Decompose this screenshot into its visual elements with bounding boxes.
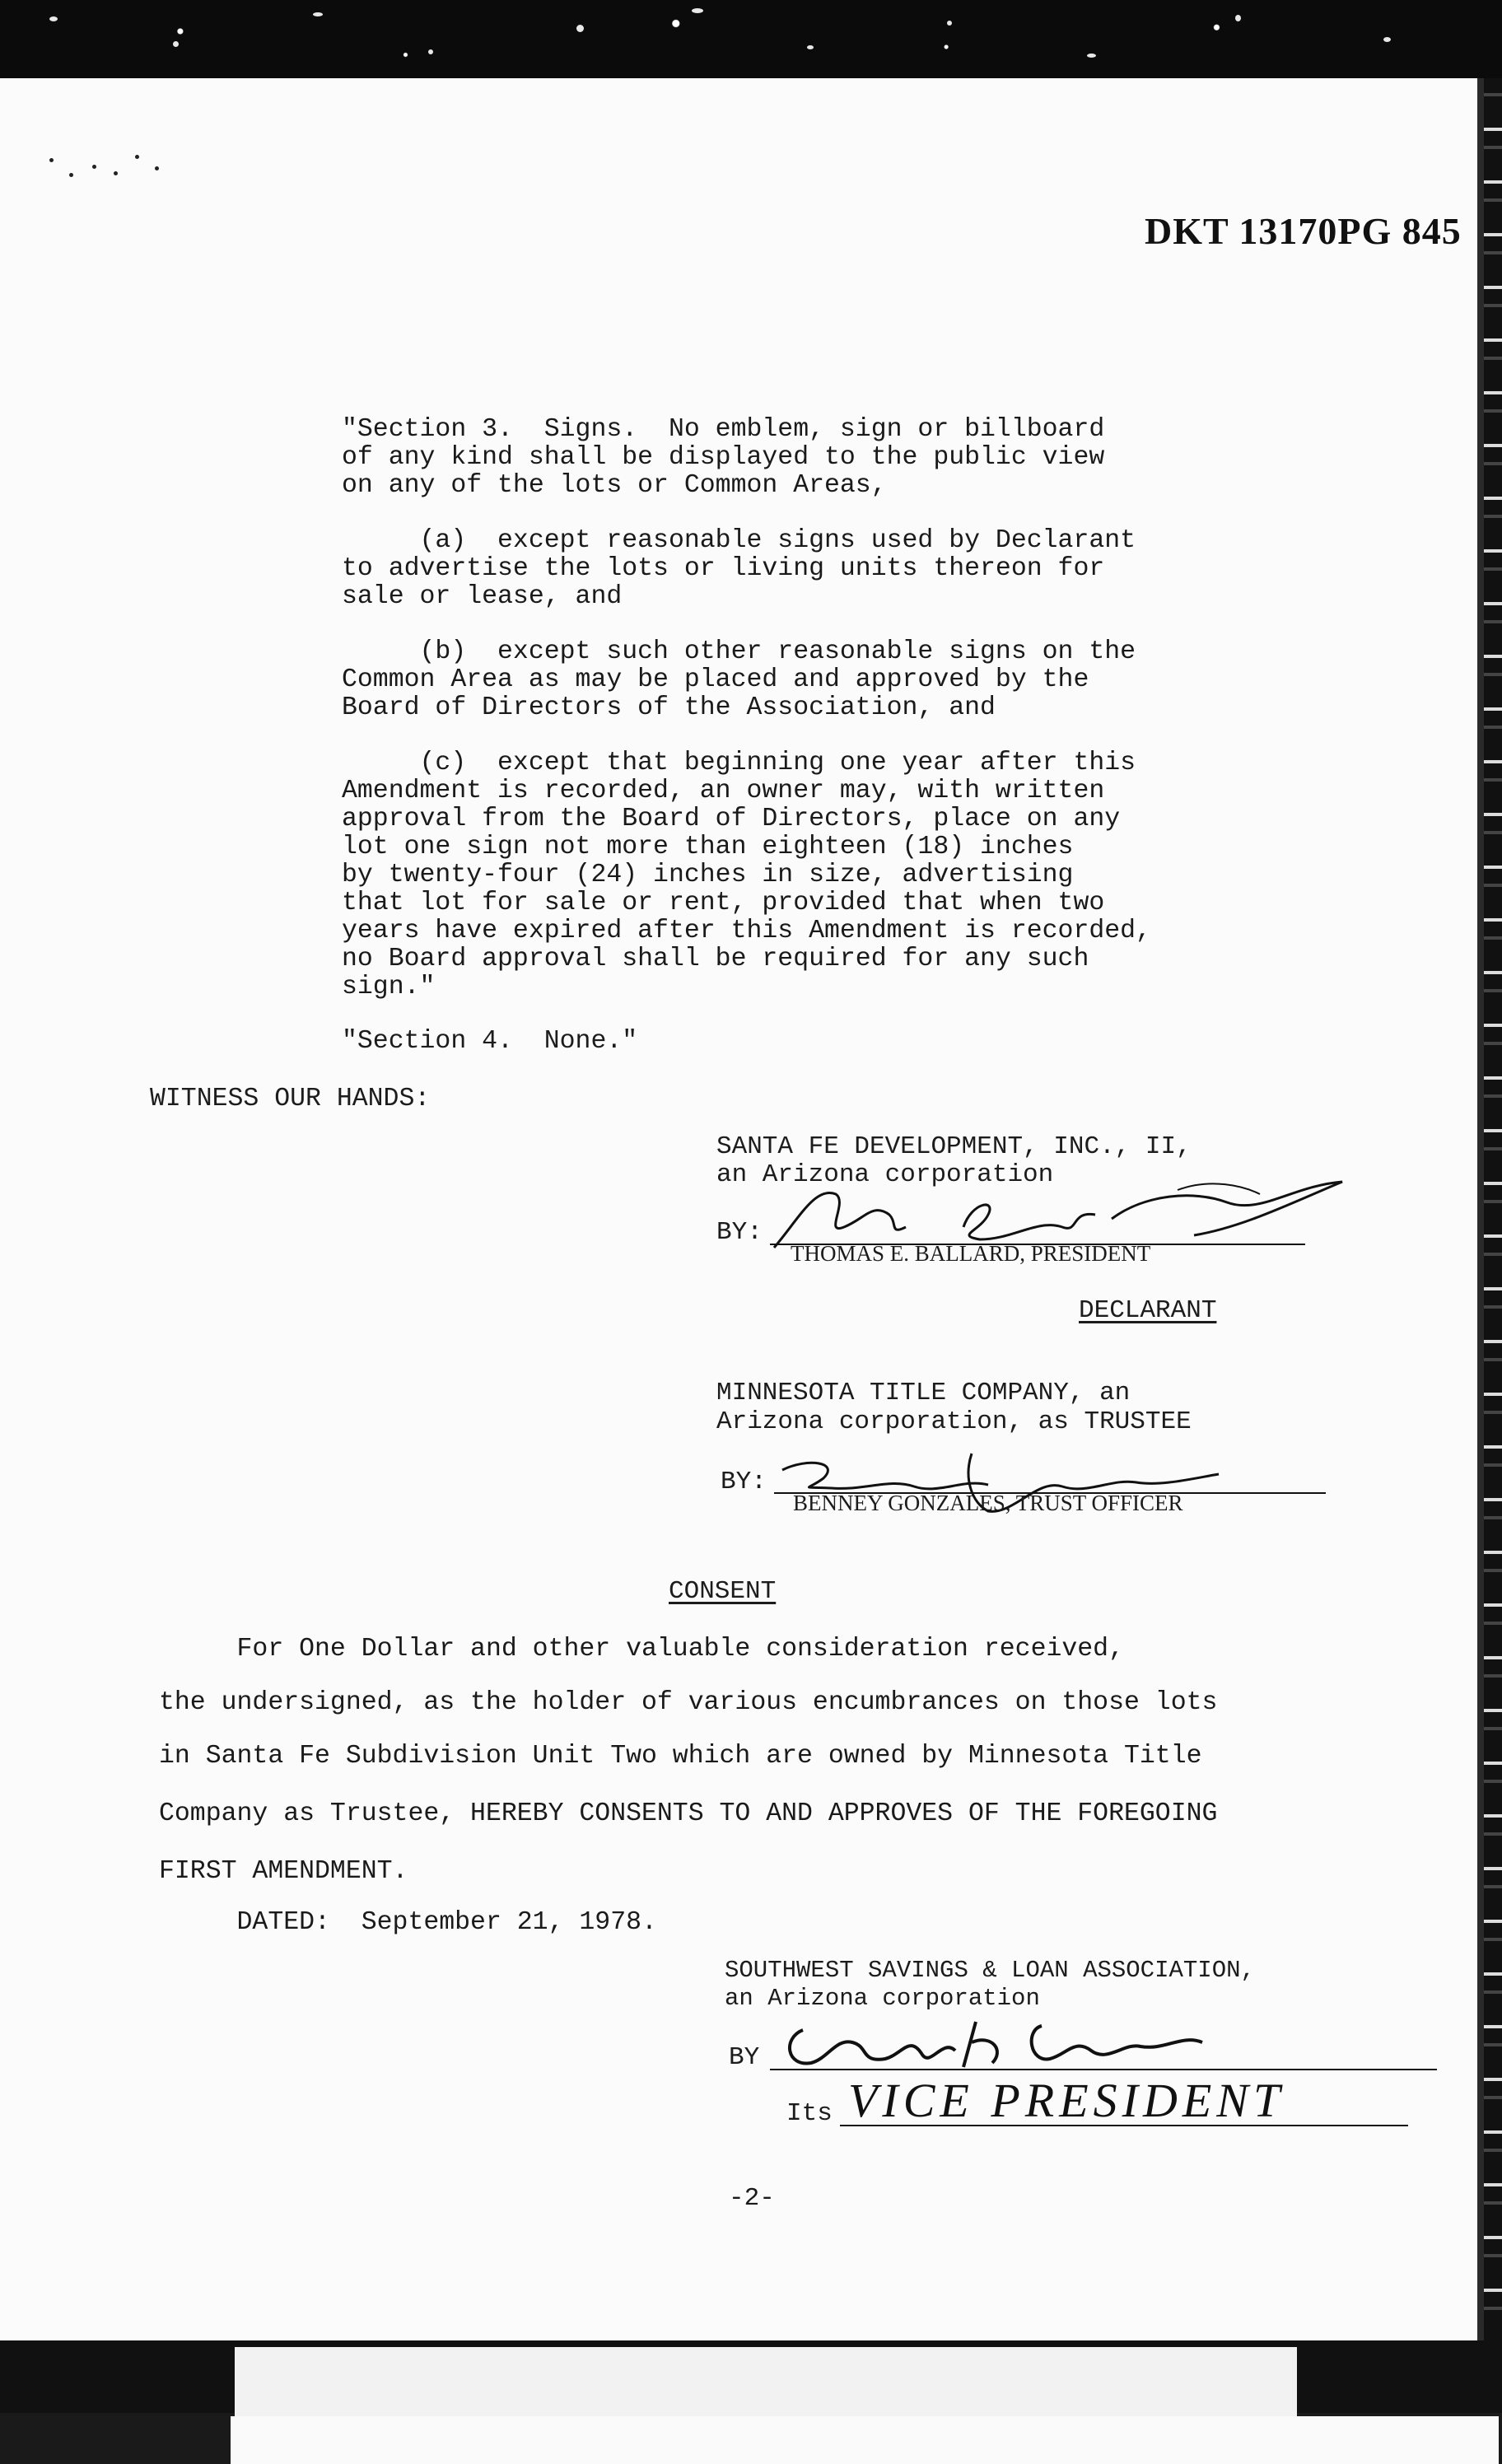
trustee-by-label: BY: <box>721 1468 767 1496</box>
consent-line: FIRST AMENDMENT. <box>159 1857 408 1886</box>
text-line: (a) except reasonable signs used by Declarant <box>342 526 1136 555</box>
lender-its-label: Its <box>786 2099 833 2128</box>
scan-noise-bottom <box>0 2340 1502 2464</box>
text-line: of any kind shall be displayed to the public view <box>342 443 1105 472</box>
text-line: (b) except such other reasonable signs on the <box>342 637 1136 666</box>
lender-company: SOUTHWEST SAVINGS & LOAN ASSOCIATION, <box>725 1957 1255 1984</box>
scan-edge-shadow <box>1477 78 1484 2340</box>
docket-reference: DKT 13170PG 845 <box>1145 210 1462 252</box>
declarant-by-label: BY: <box>716 1218 763 1247</box>
consent-dated: DATED: September 21, 1978. <box>159 1908 657 1937</box>
section-3-item-a <box>342 527 1136 611</box>
text-line: sign." <box>342 973 436 1001</box>
text-line: Amendment is recorded, an owner may, with written <box>342 777 1105 805</box>
text-line: Board of Directors of the Association, and <box>342 693 996 722</box>
text-line: "Section 3. Signs. No emblem, sign or billboard <box>342 415 1105 444</box>
section-3-intro <box>342 416 1104 500</box>
scan-noise-top <box>0 0 1502 78</box>
page-number: -2- <box>729 2184 775 2213</box>
section-3-item-c <box>342 749 1151 1001</box>
declarant-signer: THOMAS E. BALLARD, PRESIDENT <box>791 1241 1151 1266</box>
lender-handwritten-title: VICE PRESIDENT <box>848 2074 1285 2127</box>
declarant-corporation: an Arizona corporation <box>716 1160 1054 1189</box>
text-line: by twenty-four (24) inches in size, advertising <box>342 861 1074 889</box>
section-4: "Section 4. None." <box>342 1027 638 1056</box>
declarant-company: SANTA FE DEVELOPMENT, INC., II, <box>716 1132 1192 1161</box>
text-line: no Board approval shall be required for any such <box>342 945 1089 973</box>
consent-heading: CONSENT <box>669 1577 777 1606</box>
text-line: approval from the Board of Directors, place on any <box>342 805 1121 833</box>
section-3-item-b <box>342 638 1136 722</box>
trustee-company: MINNESOTA TITLE COMPANY, an <box>716 1379 1131 1407</box>
consent-line: Company as Trustee, HEREBY CONSENTS TO AND APPROVES OF THE FOREGOING <box>159 1799 1218 1828</box>
declarant-role: DECLARANT <box>1079 1296 1217 1325</box>
text-line: Common Area as may be placed and approved by the <box>342 665 1089 694</box>
consent-line: For One Dollar and other valuable consideration received, <box>159 1635 1124 1664</box>
consent-line: the undersigned, as the holder of various encumbrances on those lots <box>159 1688 1218 1717</box>
lender-corporation: an Arizona corporation <box>725 1985 1040 2012</box>
consent-line: in Santa Fe Subdivision Unit Two which are owned by Minnesota Title <box>159 1742 1202 1771</box>
lender-by-label: BY <box>729 2043 760 2072</box>
text-line: sale or lease, and <box>342 582 623 611</box>
text-line: to advertise the lots or living units thereon for <box>342 554 1105 583</box>
trustee-signer: BENNEY GONZALES, TRUST OFFICER <box>793 1491 1183 1515</box>
trustee-corporation: Arizona corporation, as TRUSTEE <box>716 1407 1192 1436</box>
lender-signature <box>778 2005 1239 2075</box>
text-line: lot one sign not more than eighteen (18) inches <box>342 833 1074 861</box>
scan-edge-right <box>1484 78 1502 2340</box>
text-line: that lot for sale or rent, provided that when two <box>342 889 1105 917</box>
text-line: years have expired after this Amendment is recorded, <box>342 917 1151 945</box>
text-line: (c) except that beginning one year after this <box>342 749 1136 777</box>
scan-specks <box>49 148 181 198</box>
text-line: on any of the lots or Common Areas, <box>342 471 887 500</box>
witness-heading: WITNESS OUR HANDS: <box>150 1085 431 1113</box>
